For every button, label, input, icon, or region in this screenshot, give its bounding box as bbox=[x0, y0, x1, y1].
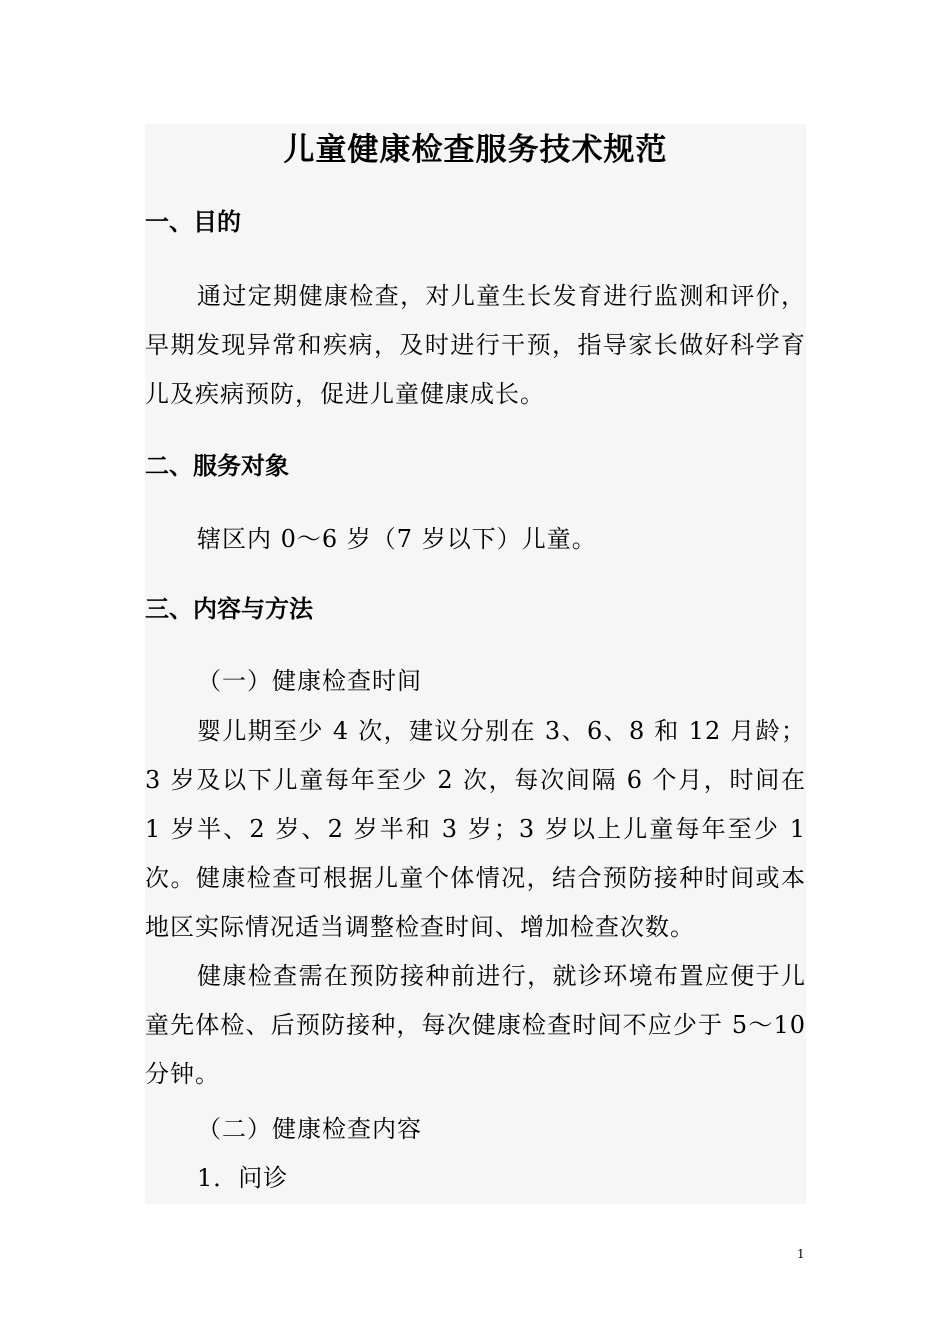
section-heading-purpose: 一、目的 bbox=[145, 208, 241, 236]
section-heading-target: 二、服务对象 bbox=[145, 452, 289, 480]
section-heading-methods: 三、内容与方法 bbox=[145, 595, 313, 623]
subsection-heading-time: （一）健康检查时间 bbox=[197, 667, 422, 695]
subsection-heading-content: （二）健康检查内容 bbox=[197, 1115, 422, 1143]
section-paragraph-purpose: 通过定期健康检查，对儿童生长发育进行监测和评价，早期发现异常和疾病，及时进行干预，指导家长做好科学育儿及疾病预防，促进儿童健康成长。 bbox=[145, 282, 806, 408]
document-title: 儿童健康检查服务技术规范 bbox=[283, 132, 668, 168]
page-number: 1 bbox=[797, 1247, 805, 1261]
document-body bbox=[145, 124, 806, 1204]
paragraph-check-schedule: 婴儿期至少 4 次，建议分别在 3、6、8 和 12 月龄；3 岁及以下儿童每年至少 2 次，每次间隔 6 个月，时间在 1 岁半、2 岁、2 岁半和 3 岁；3 岁以上儿童每年至少 1 次。健康检查可根据儿童个体情况，结合预防接种时间或本地区实际情况适当调整检查时间、增加检查次数。 bbox=[145, 717, 806, 941]
paragraph-check-before-vaccination: 健康检查需在预防接种前进行，就诊环境布置应便于儿童先体检、后预防接种，每次健康检查时间不应少于 5～10 分钟。 bbox=[145, 962, 806, 1088]
section-paragraph-target: 辖区内 0～6 岁（7 岁以下）儿童。 bbox=[197, 525, 597, 553]
list-item-inquiry: 1．问诊 bbox=[197, 1164, 289, 1192]
